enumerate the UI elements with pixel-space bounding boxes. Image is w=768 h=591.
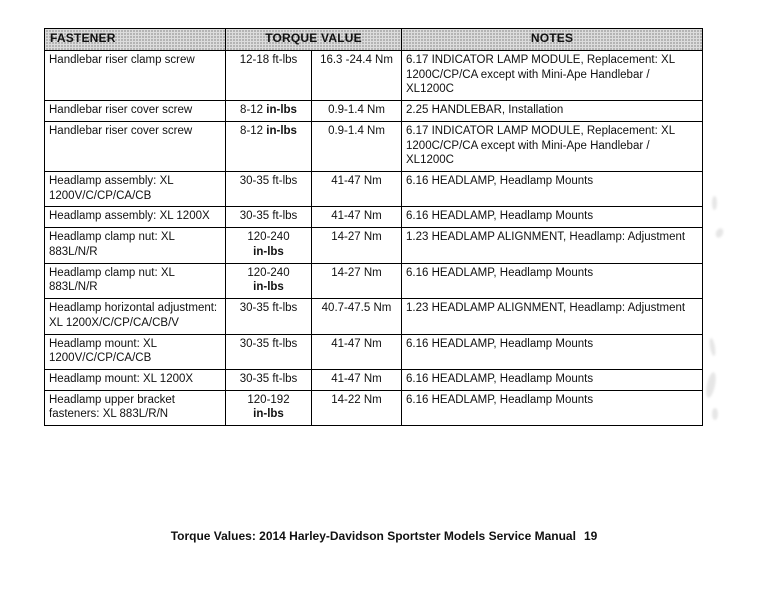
notes-cell: 6.16 HEADLAMP, Headlamp Mounts xyxy=(402,263,703,298)
header-torque-value: TORQUE VALUE xyxy=(226,29,402,51)
header-notes: NOTES xyxy=(402,29,703,51)
page-footer xyxy=(0,529,768,543)
fastener-cell: Handlebar riser cover screw xyxy=(45,101,226,122)
torque-nm-cell: 14-27 Nm xyxy=(312,263,402,298)
torque-nm-cell: 40.7-47.5 Nm xyxy=(312,299,402,334)
torque-nm-cell: 14-27 Nm xyxy=(312,228,402,263)
fastener-cell: Handlebar riser clamp screw xyxy=(45,51,226,101)
fastener-cell: Headlamp mount: XL 1200X xyxy=(45,369,226,390)
scan-artifact xyxy=(714,227,725,239)
table-row xyxy=(45,263,703,298)
torque-value-cell: 120-192 in-lbs xyxy=(226,390,312,425)
scan-artifact xyxy=(712,196,717,210)
torque-value-cell: 30-35 ft-lbs xyxy=(226,207,312,228)
table-row xyxy=(45,299,703,334)
torque-value-cell: 120-240 in-lbs xyxy=(226,263,312,298)
fastener-cell: Headlamp clamp nut: XL 883L/N/R xyxy=(45,228,226,263)
table-header xyxy=(45,29,703,51)
notes-cell: 6.16 HEADLAMP, Headlamp Mounts xyxy=(402,334,703,369)
torque-table-container xyxy=(44,28,702,426)
notes-cell: 1.23 HEADLAMP ALIGNMENT, Headlamp: Adjustment xyxy=(402,228,703,263)
table-row xyxy=(45,228,703,263)
table-row xyxy=(45,369,703,390)
fastener-cell: Headlamp assembly: XL 1200V/C/CP/CA/CB xyxy=(45,172,226,207)
table-row xyxy=(45,172,703,207)
torque-value-cell: 30-35 ft-lbs xyxy=(226,172,312,207)
torque-values-table xyxy=(44,28,703,426)
table-row xyxy=(45,334,703,369)
notes-cell: 6.17 INDICATOR LAMP MODULE, Replacement: XL 1200C/CP/CA except with Mini-Ape Handlebar / XL1200C xyxy=(402,51,703,101)
torque-value-cell: 12-18 ft-lbs xyxy=(226,51,312,101)
table-header-row xyxy=(45,29,703,51)
notes-cell: 6.17 INDICATOR LAMP MODULE, Replacement: XL 1200C/CP/CA except with Mini-Ape Handlebar / XL1200C xyxy=(402,121,703,171)
fastener-cell: Headlamp upper bracket fasteners: XL 883L/R/N xyxy=(45,390,226,425)
table-row xyxy=(45,101,703,122)
fastener-cell: Headlamp assembly: XL 1200X xyxy=(45,207,226,228)
notes-cell: 1.23 HEADLAMP ALIGNMENT, Headlamp: Adjustment xyxy=(402,299,703,334)
torque-value-cell: 8-12 in-lbs xyxy=(226,121,312,171)
torque-nm-cell: 41-47 Nm xyxy=(312,207,402,228)
torque-nm-cell: 41-47 Nm xyxy=(312,334,402,369)
torque-value-cell: 30-35 ft-lbs xyxy=(226,299,312,334)
fastener-cell: Headlamp mount: XL 1200V/C/CP/CA/CB xyxy=(45,334,226,369)
fastener-cell: Headlamp horizontal adjustment: XL 1200X/C/CP/CA/CB/V xyxy=(45,299,226,334)
torque-value-cell: 120-240 in-lbs xyxy=(226,228,312,263)
header-fastener: FASTENER xyxy=(45,29,226,51)
page-number: 19 xyxy=(583,529,598,543)
table-row xyxy=(45,51,703,101)
torque-nm-cell: 16.3 -24.4 Nm xyxy=(312,51,402,101)
scan-artifact xyxy=(704,371,717,398)
notes-cell: 2.25 HANDLEBAR, Installation xyxy=(402,101,703,122)
torque-table-body xyxy=(45,51,703,426)
notes-cell: 6.16 HEADLAMP, Headlamp Mounts xyxy=(402,207,703,228)
fastener-cell: Headlamp clamp nut: XL 883L/N/R xyxy=(45,263,226,298)
table-row xyxy=(45,207,703,228)
footer-caption: Torque Values: 2014 Harley-Davidson Sportster Models Service Manual xyxy=(170,529,576,543)
notes-cell: 6.16 HEADLAMP, Headlamp Mounts xyxy=(402,390,703,425)
torque-nm-cell: 0.9-1.4 Nm xyxy=(312,121,402,171)
notes-cell: 6.16 HEADLAMP, Headlamp Mounts xyxy=(402,369,703,390)
torque-value-cell: 30-35 ft-lbs xyxy=(226,334,312,369)
scan-artifact xyxy=(708,338,716,357)
scan-artifact xyxy=(712,408,718,420)
torque-nm-cell: 41-47 Nm xyxy=(312,172,402,207)
torque-nm-cell: 0.9-1.4 Nm xyxy=(312,101,402,122)
torque-nm-cell: 41-47 Nm xyxy=(312,369,402,390)
torque-nm-cell: 14-22 Nm xyxy=(312,390,402,425)
torque-value-cell: 8-12 in-lbs xyxy=(226,101,312,122)
notes-cell: 6.16 HEADLAMP, Headlamp Mounts xyxy=(402,172,703,207)
table-row xyxy=(45,121,703,171)
torque-value-cell: 30-35 ft-lbs xyxy=(226,369,312,390)
table-row xyxy=(45,390,703,425)
fastener-cell: Handlebar riser cover screw xyxy=(45,121,226,171)
